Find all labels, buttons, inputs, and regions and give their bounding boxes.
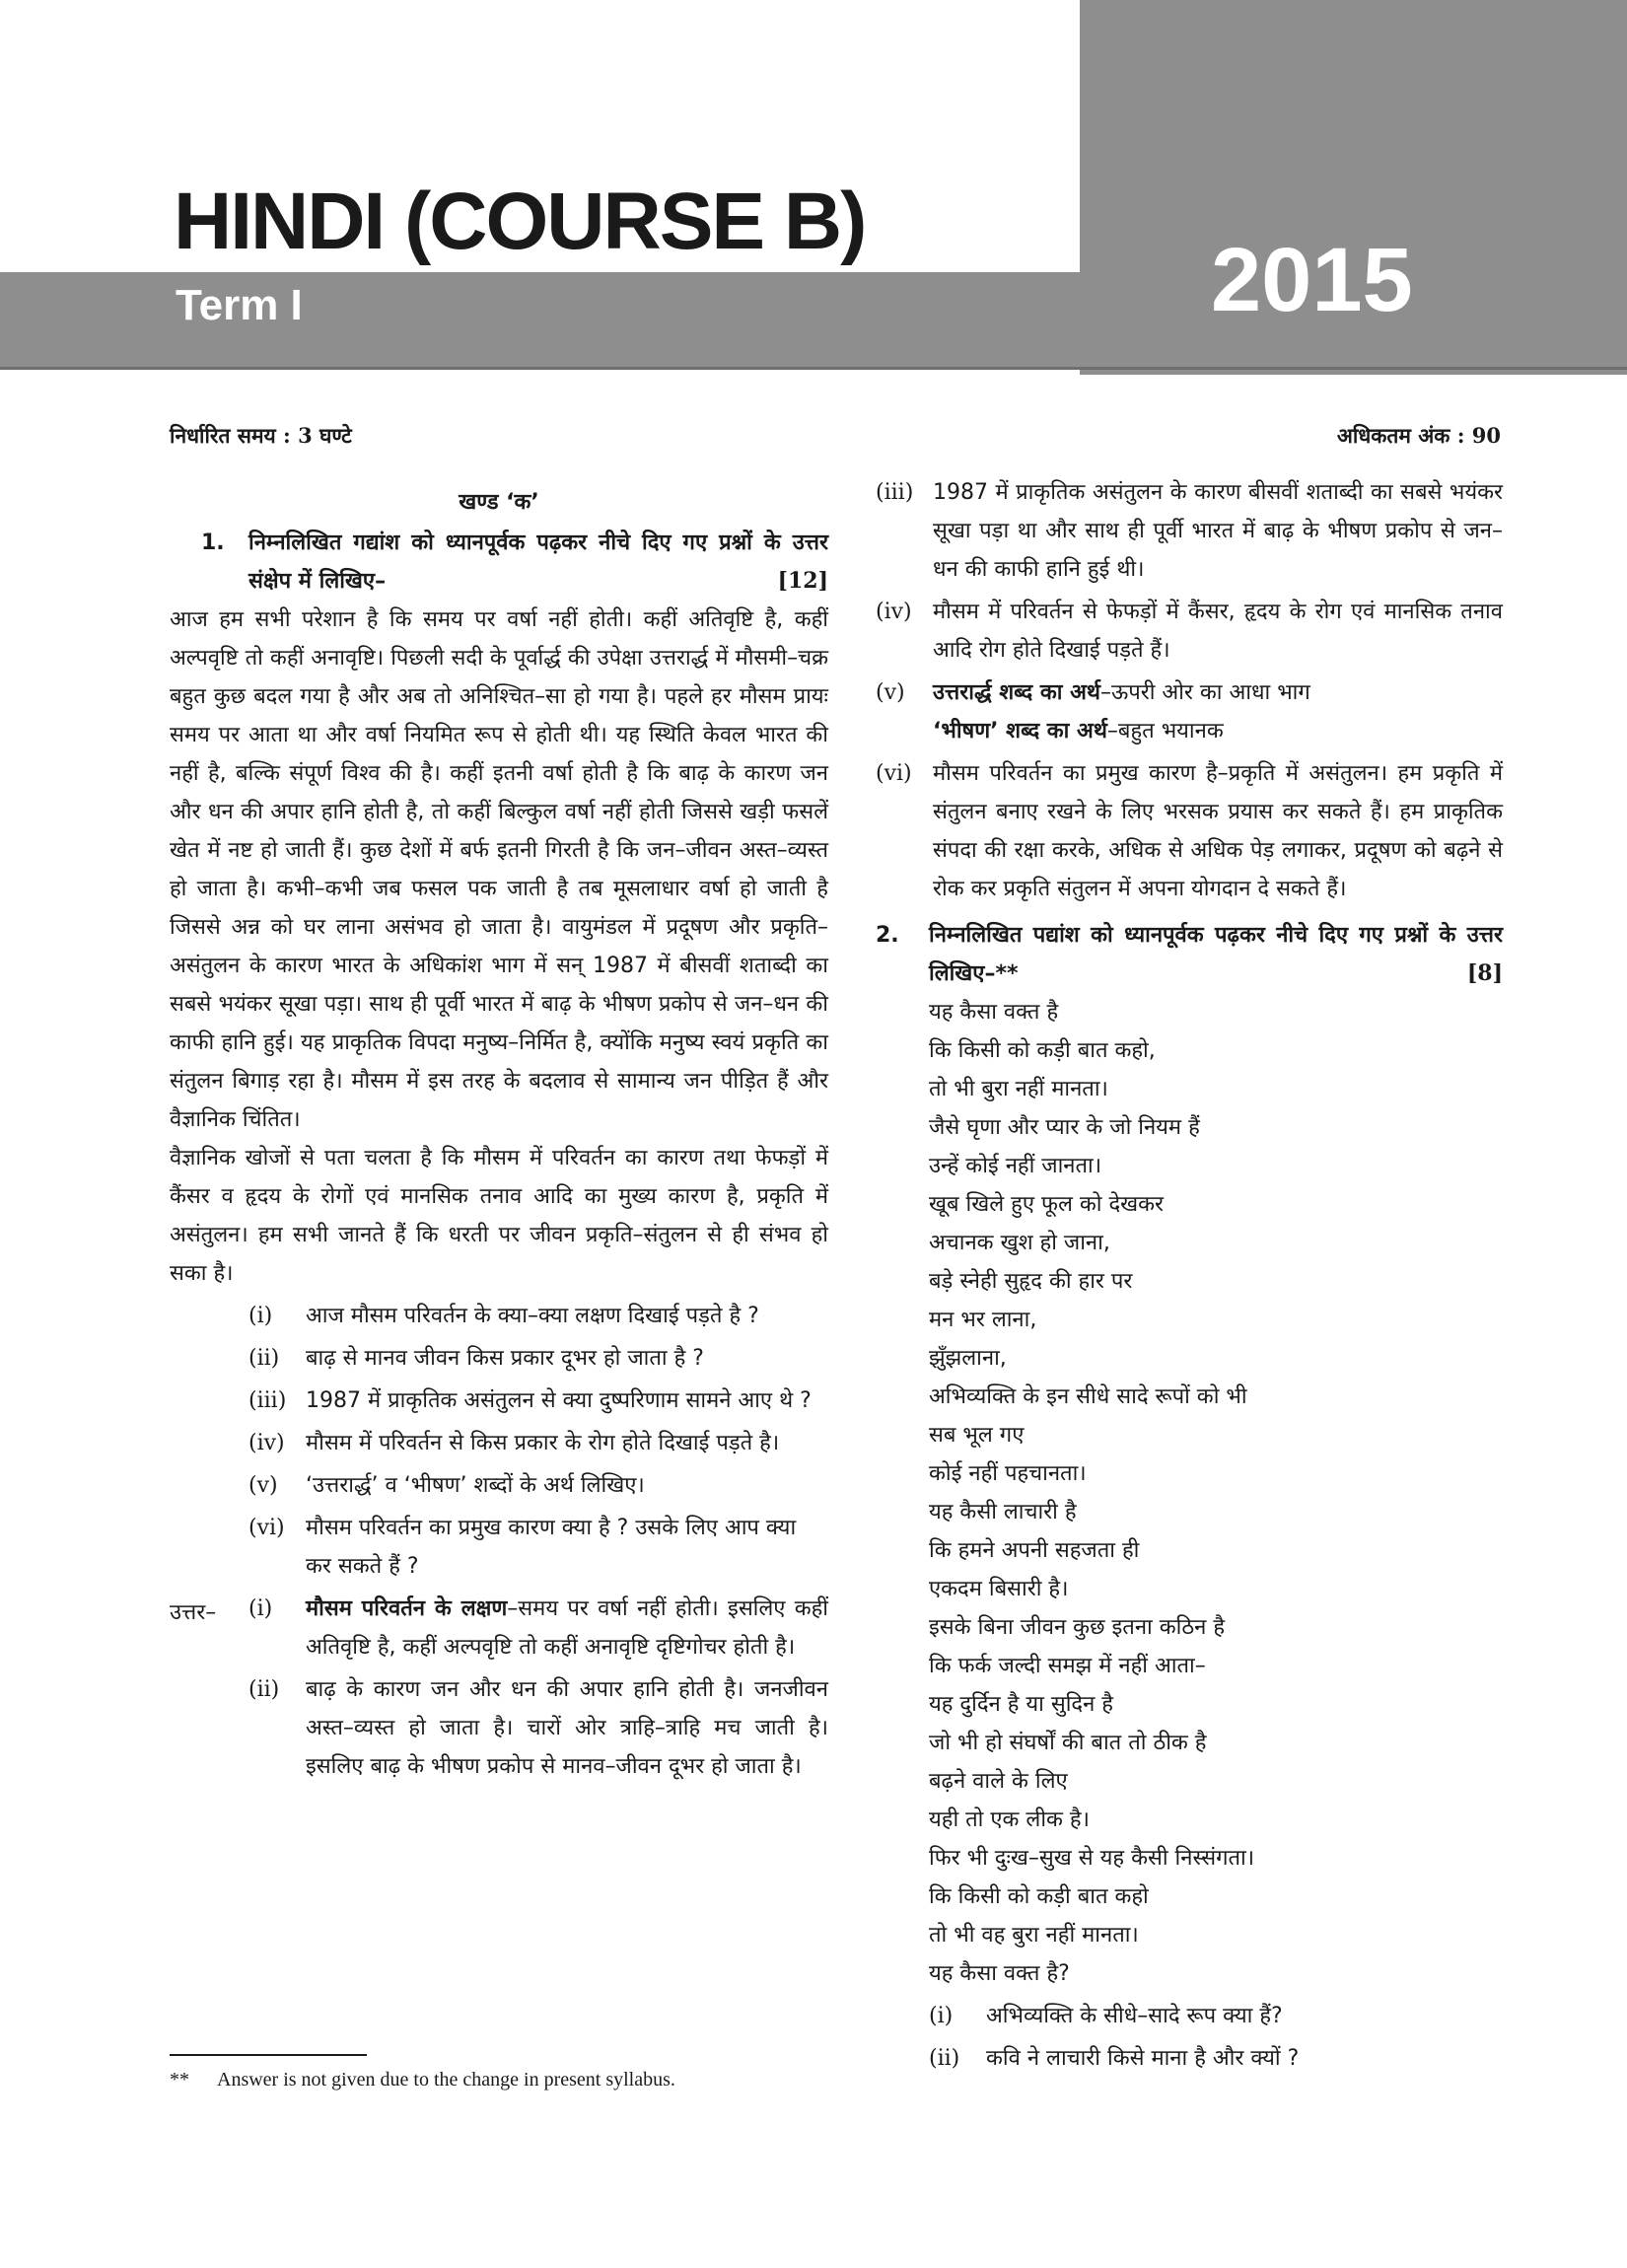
poem-line: अभिव्यक्ति के इन सीधे सादे रूपों को भी [929, 1384, 1247, 1409]
sub-question: (ii) बाढ़ से मानव जीवन किस प्रकार दूभर हो जाता है ? [248, 1346, 704, 1371]
poem-line: बड़े स्नेही सुहृद की हार पर [929, 1269, 1133, 1294]
subject-title: HINDI (COURSE B) [174, 177, 866, 266]
answer-label: उत्तर– [170, 1600, 217, 1625]
footnote-marker: ** [170, 2069, 189, 2091]
poem-line: यह कैसा वक्त है? [929, 1961, 1070, 1986]
poem-line: यह कैसी लाचारी है [929, 1500, 1077, 1524]
question-text: निम्नलिखित गद्यांश को ध्यानपूर्वक पढ़कर नीचे दिए गए प्रश्नों के उत्तर संक्षेप में लिखिए– [248, 531, 828, 594]
term-label: Term I [176, 281, 303, 329]
poem-line: तो भी बुरा नहीं मानता। [929, 1077, 1108, 1101]
poem-line: यह कैसा वक्त है [929, 1000, 1059, 1025]
question-1 [170, 524, 828, 601]
answer-item: (iv) मौसम में परिवर्तन से फेफड़ों में कैंसर, हृदय के रोग एवं मानसिक तनाव आदि रोग होते दिखाई पड़ते हैं। [876, 600, 1503, 663]
poem-line: अचानक खुश हो जाना, [929, 1231, 1110, 1255]
max-marks: अधिकतम अंक : 90 [1336, 423, 1501, 448]
poem-line: कि किसी को कड़ी बात कहो, [929, 1038, 1156, 1063]
left-column [170, 483, 828, 1786]
answer-item: (vi) मौसम परिवर्तन का प्रमुख कारण है–प्रकृति में असंतुलन। हम प्रकृति में संतुलन बनाए रखने के लिए भरसक प्रयास कर सकते हैं। हम प्राकृतिक संपदा की रक्षा करके, अधिक से अधिक पेड़ लगाकर, प्रदूषण को बढ़ने से रोक कर प्रकृति संतुलन में अपना योगदान दे सकते हैं। [876, 761, 1503, 901]
poem-line: झुँझलाना, [929, 1346, 1007, 1371]
question-number: 2. [876, 923, 899, 948]
passage-paragraph: आज हम सभी परेशान है कि समय पर वर्षा नहीं होती। कहीं अतिवृष्टि है, कहीं अल्पवृष्टि तो कहीं अनावृष्टि। पिछली सदी के पूर्वार्द्ध की उपेक्षा उत्तरार्द्ध में मौसमी–चक्र बहुत कुछ बदल गया है और अब तो अनिश्चित–सा हो गया है। पहले हर मौसम प्रायः समय पर आता था और वर्षा नियमित रूप से होती थी। यह स्थिति केवल भारत की नहीं है, बल्कि संपूर्ण विश्व की है। कहीं इतनी वर्षा होती है कि बाढ़ के कारण जन और धन की अपार हानि होती है, तो कहीं बिल्कुल वर्षा नहीं होती जिससे खड़ी फसलें खेत में नष्ट हो जाती हैं। कुछ देशों में बर्फ इतनी गिरती है कि जन–जीवन अस्त–व्यस्त हो जाता है। कभी–कभी जब फसल पक जाती है तब मूसलाधार वर्षा हो जाती है जिससे अन्न को घर लाना असंभव हो जाता है। वायुमंडल में प्रदूषण और प्रकृति–असंतुलन के कारण भारत के अधिकांश भाग में सन् 1987 में बीसवीं शताब्दी का सबसे भयंकर सूखा पड़ा। साथ ही पूर्वी भारत में बाढ़ के भीषण प्रकोप से जन–धन की काफी हानि हुई। यह प्राकृतिक विपदा मनुष्य–निर्मित है, क्योंकि मनुष्य स्वयं प्रकृति का संतुलन बिगाड़ रहा है। मौसम में इस तरह के बदलाव से सामान्य जन पीड़ित हैं और वैज्ञानिक चिंतित। [170, 607, 828, 1132]
footnote [170, 2069, 675, 2091]
poem-line: कि किसी को कड़ी बात कहो [929, 1884, 1149, 1909]
time-allowed: निर्धारित समय : 3 घण्टे [170, 423, 352, 448]
sub-question: (v) ‘उत्तरार्द्ध’ व ‘भीषण’ शब्दों के अर्थ लिखिए। [248, 1473, 645, 1498]
right-column [876, 469, 1503, 2078]
poem-line: इसके बिना जीवन कुछ इतना कठिन है [929, 1615, 1225, 1640]
poem-line: एकदम बिसारी है। [929, 1577, 1069, 1601]
poem-line: कि फर्क जल्दी समझ में नहीं आता– [929, 1654, 1206, 1678]
header-rule [0, 367, 1627, 370]
poem [929, 993, 1503, 1993]
answers-block [170, 1590, 828, 1786]
footnote-text: Answer is not given due to the change in present syllabus. [217, 2069, 675, 2091]
poem-line: खूब खिले हुए फूल को देखकर [929, 1192, 1165, 1217]
question-marks: [12] [777, 568, 828, 594]
poem-line: मन भर लाना, [929, 1308, 1037, 1332]
question-text: निम्नलिखित पद्यांश को ध्यानपूर्वक पढ़कर नीचे दिए गए प्रश्नों के उत्तर लिखिए–** [929, 923, 1503, 986]
question-marks: [8] [1466, 960, 1503, 986]
poem-line: फिर भी दुःख–सुख से यह कैसी निस्संगता। [929, 1846, 1255, 1871]
sub-question: (iii) 1987 में प्राकृतिक असंतुलन से क्या दुष्परिणाम सामने आए थे ? [248, 1388, 812, 1413]
poem-line: जैसे घृणा और प्यार के जो नियम हैं [929, 1115, 1200, 1140]
question-list [170, 1297, 828, 1586]
sub-question: (i) अभिव्यक्ति के सीधे–सादे रूप क्या हैं? [929, 2004, 1283, 2028]
question-heading [248, 524, 828, 601]
section-title: खण्ड ‘क’ [459, 490, 539, 515]
answer-item: (ii) बाढ़ के कारण जन और धन की अपार हानि होती है। जनजीवन अस्त–व्यस्त हो जाता है। चारों ओर त्राहि–त्राहि मच जाती है। इसलिए बाढ़ के भीषण प्रकोप से मानव–जीवन दूभर हो जाता है। [248, 1677, 828, 1779]
poem-line: कोई नहीं पहचानता। [929, 1461, 1087, 1486]
answer-item: (i) मौसम परिवर्तन के लक्षण–समय पर वर्षा नहीं होती। इसलिए कहीं अतिवृष्टि है, कहीं अल्पवृष्टि तो कहीं अनावृष्टि दृष्टिगोचर होती है। [248, 1596, 828, 1660]
question-heading [929, 916, 1503, 993]
poem-line: कि हमने अपनी सहजता ही [929, 1538, 1140, 1563]
sub-question: (iv) मौसम में परिवर्तन से किस प्रकार के रोग होते दिखाई पड़ते है। [248, 1431, 780, 1455]
poem-line: सब भूल गए [929, 1423, 1025, 1448]
poem-line: यह दुर्दिन है या सुदिन है [929, 1692, 1113, 1717]
answer-item: (iii) 1987 में प्राकृतिक असंतुलन के कारण बीसवीं शताब्दी का सबसे भयंकर सूखा पड़ा था और साथ ही पूर्वी भारत में बाढ़ के भीषण प्रकोप से जन–धन की काफी हानि हुई थी। [876, 480, 1503, 582]
year-label: 2015 [1211, 230, 1413, 330]
poem-line: यही तो एक लीक है। [929, 1807, 1090, 1832]
sub-question: (ii) कवि ने लाचारी किसे माना है और क्यों ? [929, 2046, 1300, 2071]
sub-question: (vi) मौसम परिवर्तन का प्रमुख कारण क्या है ? उसके लिए आप क्या कर सकते हैं ? [248, 1516, 797, 1579]
poem-line: तो भी वह बुरा नहीं मानता। [929, 1923, 1139, 1948]
footnote-rule [170, 2054, 367, 2056]
passage-paragraph: वैज्ञानिक खोजों से पता चलता है कि मौसम में परिवर्तन का कारण तथा फेफड़ों में कैंसर व हृदय के रोगों एवं मानसिक तनाव आदि का मुख्य कारण है, प्रकृति में असंतुलन। हम सभी जानते हैं कि धरती पर जीवन प्रकृति–संतुलन से ही संभव हो सका है। [170, 1146, 828, 1286]
answer-item: (v) उत्तरार्द्ध शब्द का अर्थ–ऊपरी ओर का आधा भाग ‘भीषण’ शब्द का अर्थ–बहुत भयानक [876, 680, 1310, 744]
question-number: 1. [201, 531, 225, 555]
poem-line: बढ़ने वाले के लिए [929, 1769, 1068, 1794]
poem-line: उन्हें कोई नहीं जानता। [929, 1154, 1102, 1178]
sub-question: (i) आज मौसम परिवर्तन के क्या–क्या लक्षण दिखाई पड़ते है ? [248, 1304, 759, 1328]
poem-line: जो भी हो संघर्षों की बात तो ठीक है [929, 1731, 1207, 1755]
question-2 [876, 916, 1503, 2078]
